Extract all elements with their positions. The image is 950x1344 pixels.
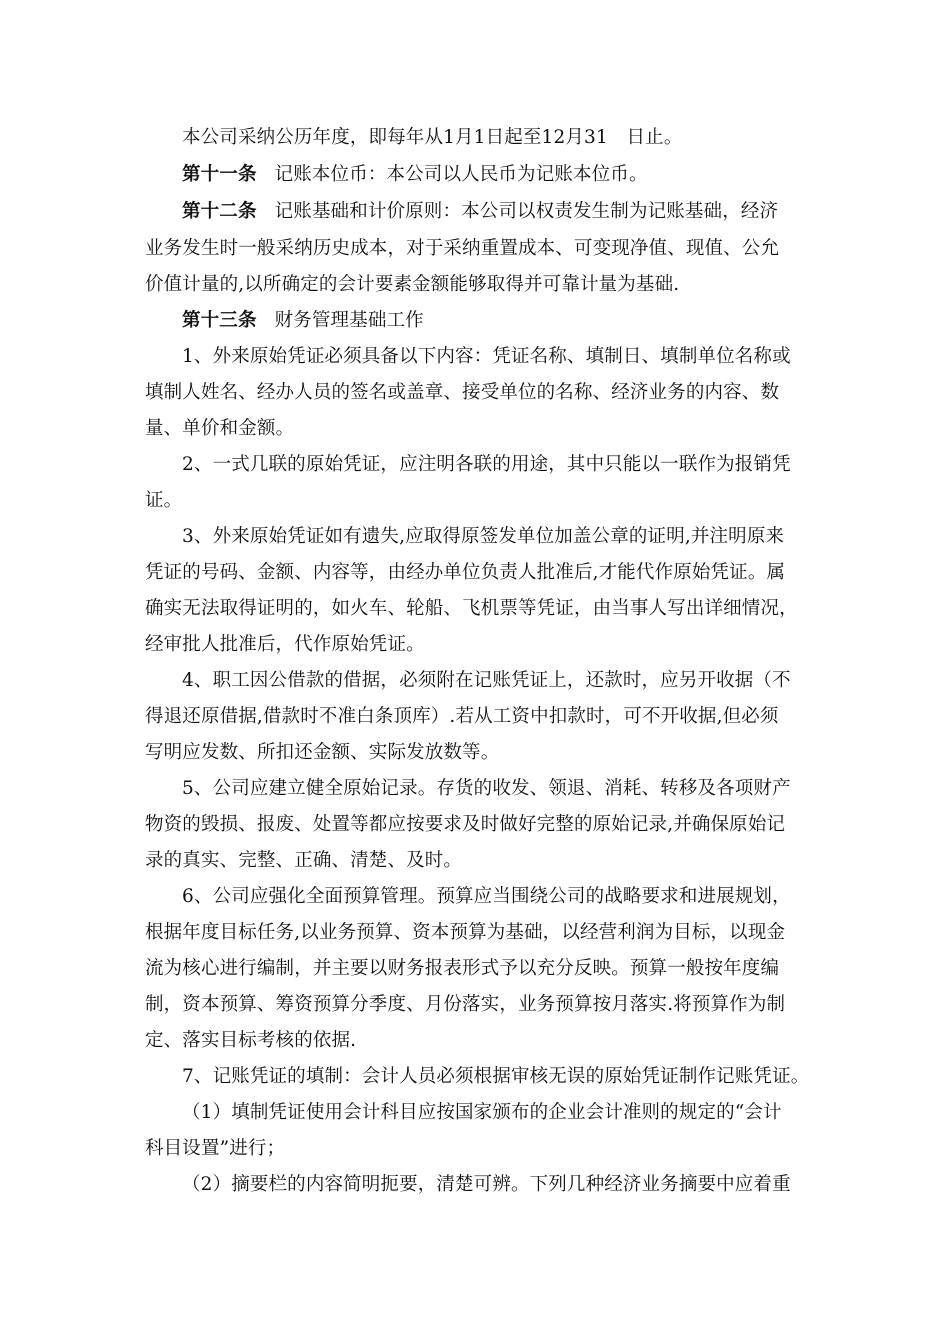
paragraph-line: 流为核心进行编制，并主要以财务报表形式予以充分反映。预算一般按年度编: [145, 958, 780, 979]
article-heading: 第十三条: [182, 310, 257, 331]
paragraph-line: 制，资本预算、筹资预算分季度、月份落实，业务预算按月落实.将预算作为制: [145, 994, 786, 1015]
paragraph-line: 经审批人批准后，代作原始凭证。: [145, 634, 425, 655]
paragraph-line: 1、外来原始凭证必须具备以下内容：凭证名称、填制日、填制单位名称或: [182, 346, 791, 367]
paragraph-line: 定、落实目标考核的依据.: [145, 1030, 357, 1051]
paragraph-line: 4、职工因公借款的借据，必须附在记账凭证上，还款时，应另开收据（不: [182, 670, 791, 691]
paragraph-line: 写明应发数、所扣还金额、实际发放数等。: [145, 742, 500, 763]
paragraph-line: 业务发生时一般采纳历史成本，对于采纳重置成本、可变现净值、现值、公允: [145, 238, 780, 259]
paragraph-line: 量、单价和金额。: [145, 418, 295, 439]
paragraph-line: 3、外来原始凭证如有遗失,应取得原签发单位加盖公章的证明,并注明原来: [182, 526, 785, 547]
paragraph-line: 科目设置”进行；: [145, 1138, 286, 1159]
paragraph-line: （1）填制凭证使用会计科目应按国家颁布的企业会计准则的规定的“会计: [182, 1102, 782, 1123]
paragraph-line: 5、公司应建立健全原始记录。存货的收发、领退、消耗、转移及各项财产: [182, 778, 791, 799]
paragraph-line: 得退还原借据,借款时不准白条顶库）.若从工资中扣款时，可不开收据,但必须: [145, 706, 779, 727]
paragraph-line: 7、记账凭证的填制：会计人员必须根据审核无误的原始凭证制作记账凭证。: [182, 1066, 810, 1087]
paragraph-line: 证。: [145, 490, 183, 511]
paragraph-line: 价值计量的,以所确定的会计要素金额能够取得并可靠计量为基础.: [145, 274, 680, 295]
paragraph-line: 录的真实、完整、正确、清楚、及时。: [145, 850, 463, 871]
article-13-line: [182, 309, 424, 333]
paragraph-line: （2）摘要栏的内容简明扼要，清楚可辨。下列几种经济业务摘要中应着重: [182, 1174, 791, 1195]
article-heading: 第十二条: [182, 201, 257, 222]
article-12-line: [182, 200, 778, 224]
article-11-line: [182, 163, 648, 187]
paragraph-line: 填制人姓名、经办人员的签名或盖章、接受单位的名称、经济业务的内容、数: [145, 382, 780, 403]
paragraph-line: 6、公司应强化全面预算管理。预算应当围绕公司的战略要求和进展规划，: [182, 886, 791, 907]
article-heading: 第十一条: [182, 164, 257, 185]
paragraph-line: 根据年度目标任务,以业务预算、资本预算为基础，以经营利润为目标，以现金: [145, 922, 786, 943]
article-text: 财务管理基础工作: [274, 310, 424, 331]
article-text: 记账本位币：本公司以人民币为记账本位币。: [274, 164, 648, 185]
paragraph-line: 物资的毁损、报废、处置等都应按要求及时做好完整的原始记录,并确保原始记: [145, 814, 786, 835]
paragraph-line: 本公司采纳公历年度，即每年从1月1日起至12月31 日止。: [182, 127, 683, 148]
article-text: 记账基础和计价原则：本公司以权责发生制为记账基础，经济: [274, 201, 779, 222]
paragraph-line: 2、一式几联的原始凭证，应注明各联的用途，其中只能以一联作为报销凭: [182, 454, 791, 475]
paragraph-line: 确实无法取得证明的，如火车、轮船、飞机票等凭证，由当事人写出详细情况，: [145, 598, 798, 619]
paragraph-line: 凭证的号码、金额、内容等，由经办单位负责人批准后,才能代作原始凭证。属: [145, 562, 786, 583]
